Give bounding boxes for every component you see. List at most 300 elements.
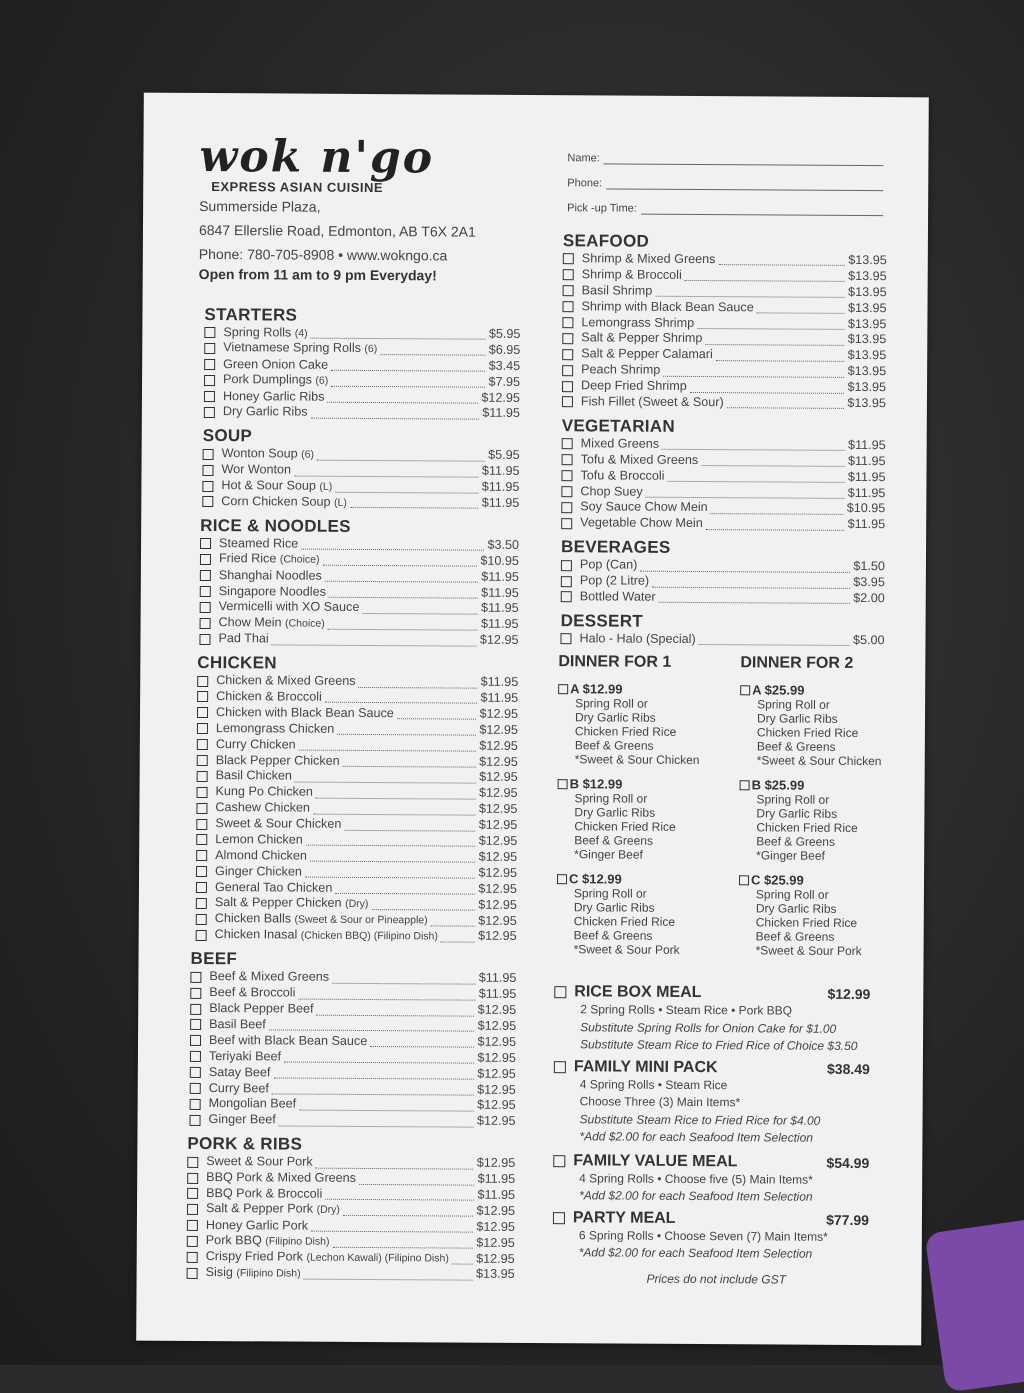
dinner-option-item: Spring Roll or bbox=[757, 697, 830, 712]
menu-item[interactable] bbox=[562, 394, 886, 412]
dinner-option-item: Chicken Fried Rice bbox=[756, 820, 858, 835]
dot-leader bbox=[397, 709, 477, 720]
address-line-2: 6847 Ellerslie Road, Edmonton, AB T6X 2A1 bbox=[198, 221, 476, 240]
item-price: $12.95 bbox=[478, 849, 518, 864]
dot-leader bbox=[690, 382, 845, 394]
checkbox-icon[interactable] bbox=[561, 576, 572, 587]
menu-item[interactable] bbox=[560, 631, 884, 649]
checkbox-icon[interactable] bbox=[196, 914, 207, 925]
dinner-option-header[interactable] bbox=[739, 872, 909, 888]
combo-meal-line: *Add $2.00 for each Seafood Item Selection bbox=[578, 1245, 813, 1261]
item-price: $6.95 bbox=[488, 342, 521, 357]
checkbox-icon[interactable] bbox=[561, 486, 572, 497]
checkbox-icon[interactable] bbox=[187, 1268, 198, 1279]
checkbox-icon[interactable] bbox=[199, 634, 210, 645]
item-name-text: Sweet & Sour Pork bbox=[206, 1154, 313, 1169]
dinner-option bbox=[557, 776, 728, 862]
item-price: $12.95 bbox=[478, 817, 518, 833]
item-price: $12.95 bbox=[478, 913, 517, 928]
combo-meal bbox=[554, 983, 870, 1055]
checkbox-icon[interactable] bbox=[554, 1061, 566, 1073]
item-name-text: Beef with Black Bean Sauce bbox=[208, 1032, 368, 1048]
item-name-text: Shrimp & Broccoli bbox=[581, 267, 682, 282]
checkbox-icon[interactable] bbox=[196, 930, 207, 941]
checkbox-icon[interactable] bbox=[190, 1067, 201, 1078]
checkbox-icon[interactable] bbox=[197, 676, 208, 687]
checkbox-icon[interactable] bbox=[200, 602, 211, 613]
item-price: $12.95 bbox=[476, 1203, 516, 1218]
item-name bbox=[219, 600, 360, 617]
opening-hours: Open from 11 am to 9 pm Everyday! bbox=[198, 265, 437, 284]
order-form bbox=[567, 139, 883, 216]
item-name bbox=[580, 589, 656, 605]
item-name-text: Mixed Greens bbox=[580, 436, 660, 451]
item-name bbox=[206, 1186, 322, 1203]
item-price: $13.95 bbox=[847, 332, 887, 347]
checkbox-icon[interactable] bbox=[190, 1083, 201, 1094]
menu-item[interactable] bbox=[561, 516, 885, 534]
checkbox-icon[interactable] bbox=[562, 454, 573, 465]
item-name-text: Vermicelli with XO Sauce bbox=[218, 599, 360, 615]
dot-leader bbox=[757, 302, 845, 314]
dot-leader bbox=[652, 576, 850, 588]
item-name bbox=[581, 299, 753, 316]
dot-leader bbox=[328, 619, 478, 631]
item-name bbox=[580, 516, 703, 533]
item-price: $11.95 bbox=[481, 463, 520, 479]
checkbox-icon[interactable] bbox=[553, 1212, 565, 1224]
item-price: $12.95 bbox=[476, 1113, 516, 1129]
item-name bbox=[209, 1081, 269, 1097]
dot-leader bbox=[663, 365, 844, 377]
item-name bbox=[221, 478, 332, 496]
menu-item[interactable] bbox=[189, 1112, 515, 1130]
dot-leader bbox=[358, 677, 477, 689]
dinner-option-header[interactable] bbox=[558, 681, 728, 697]
item-price: $12.95 bbox=[476, 1155, 516, 1171]
soup-heading: SOUP bbox=[202, 426, 253, 446]
dot-leader bbox=[711, 503, 844, 515]
item-name bbox=[216, 769, 292, 785]
item-name bbox=[206, 1218, 308, 1235]
menu-item[interactable] bbox=[196, 832, 517, 850]
combo-meal-header[interactable] bbox=[554, 983, 870, 1003]
seafood-section bbox=[562, 231, 887, 412]
menu-item[interactable] bbox=[196, 784, 517, 802]
item-price: $10.95 bbox=[480, 553, 520, 568]
starters-heading: STARTERS bbox=[204, 304, 298, 325]
pork-heading: PORK & RIBS bbox=[187, 1134, 303, 1154]
checkbox-icon[interactable] bbox=[561, 518, 572, 529]
dot-leader bbox=[362, 603, 478, 615]
menu-item[interactable] bbox=[204, 389, 520, 407]
checkbox-icon[interactable] bbox=[196, 866, 207, 877]
beef-section bbox=[189, 949, 516, 1130]
checkbox-icon[interactable] bbox=[197, 707, 208, 718]
dessert-section bbox=[560, 611, 884, 649]
dinner1-heading: DINNER FOR 1 bbox=[558, 653, 672, 671]
checkbox-icon[interactable] bbox=[561, 592, 572, 603]
menu-item[interactable] bbox=[562, 362, 886, 380]
item-name bbox=[581, 363, 660, 379]
item-name bbox=[582, 267, 682, 284]
menu-item[interactable] bbox=[563, 251, 887, 269]
checkbox-icon[interactable] bbox=[200, 618, 211, 629]
item-name bbox=[223, 389, 325, 406]
checkbox-icon[interactable] bbox=[561, 502, 572, 513]
item-name bbox=[209, 1049, 281, 1065]
checkbox-icon[interactable] bbox=[187, 1172, 198, 1183]
menu-item[interactable] bbox=[200, 552, 519, 570]
phone-field[interactable]: Phone: bbox=[567, 164, 883, 191]
checkbox-icon[interactable] bbox=[187, 1204, 198, 1215]
menu-item[interactable] bbox=[563, 267, 887, 285]
item-price: $13.95 bbox=[476, 1267, 515, 1282]
item-note: (Dry) bbox=[316, 1204, 340, 1217]
checkbox-icon[interactable] bbox=[190, 1035, 201, 1046]
checkbox-icon[interactable] bbox=[558, 779, 568, 789]
dot-leader bbox=[313, 803, 476, 815]
item-price: $5.95 bbox=[488, 448, 520, 463]
checkbox-icon[interactable] bbox=[197, 755, 208, 766]
item-name bbox=[216, 689, 322, 706]
checkbox-icon[interactable] bbox=[204, 407, 215, 418]
menu-item[interactable] bbox=[562, 299, 886, 317]
item-price: $12.95 bbox=[479, 770, 518, 785]
dot-leader bbox=[317, 449, 485, 461]
logo: wok n'go bbox=[199, 130, 435, 184]
menu-item[interactable] bbox=[196, 800, 517, 818]
dot-leader bbox=[343, 756, 477, 768]
item-price: $13.95 bbox=[848, 284, 887, 299]
dot-leader bbox=[306, 835, 476, 847]
checkbox-icon[interactable] bbox=[560, 634, 571, 645]
combo-meal-line: Choose Three (3) Main Items* bbox=[579, 1094, 741, 1110]
menu-item[interactable] bbox=[197, 721, 518, 739]
item-name-text: Green Onion Cake bbox=[223, 356, 329, 372]
checkbox-icon[interactable] bbox=[563, 270, 574, 281]
item-price: $3.45 bbox=[488, 358, 521, 373]
item-name bbox=[581, 378, 687, 395]
checkbox-icon[interactable] bbox=[202, 465, 213, 476]
dinner-option-label: A $12.99 bbox=[570, 681, 623, 697]
checkbox-icon[interactable] bbox=[204, 391, 215, 402]
dinner-option-header[interactable] bbox=[740, 777, 910, 793]
menu-item[interactable] bbox=[197, 753, 518, 771]
checkbox-icon[interactable] bbox=[562, 317, 573, 328]
menu-item[interactable] bbox=[197, 673, 518, 691]
item-price: $11.95 bbox=[481, 601, 519, 616]
item-price: $13.95 bbox=[848, 268, 887, 284]
pickup-time-field[interactable]: Pick -up Time: bbox=[567, 189, 883, 216]
beef-heading: BEEF bbox=[190, 949, 238, 969]
item-name-text: Wor Wonton bbox=[221, 462, 292, 477]
header-block bbox=[198, 130, 530, 284]
item-name bbox=[209, 1065, 271, 1081]
item-price: $13.95 bbox=[847, 380, 887, 395]
menu-item[interactable] bbox=[200, 568, 519, 586]
checkbox-icon[interactable] bbox=[740, 685, 750, 695]
checkbox-icon[interactable] bbox=[204, 327, 215, 338]
dinner-option-item: Dry Garlic Ribs bbox=[756, 806, 838, 821]
checkbox-icon[interactable] bbox=[190, 1115, 201, 1126]
checkbox-icon[interactable] bbox=[202, 496, 213, 507]
dinner-option-item: Beef & Greens bbox=[756, 834, 836, 849]
menu-item[interactable] bbox=[203, 446, 520, 464]
item-name bbox=[582, 283, 653, 299]
dinner-option-item: *Sweet & Sour Chicken bbox=[756, 753, 882, 769]
item-price: $11.95 bbox=[481, 479, 520, 495]
dot-leader bbox=[299, 1099, 474, 1111]
item-name bbox=[580, 500, 708, 517]
checkbox-icon[interactable] bbox=[561, 470, 572, 481]
item-name-text: Beef & Broccoli bbox=[209, 985, 296, 1000]
menu-item[interactable] bbox=[562, 315, 886, 333]
item-name bbox=[216, 721, 334, 738]
item-name bbox=[580, 558, 638, 574]
combo-meal-header[interactable] bbox=[553, 1152, 869, 1172]
combo-meal-name: RICE BOX MEAL bbox=[574, 983, 702, 1002]
menu-item[interactable] bbox=[202, 494, 519, 512]
checkbox-icon[interactable] bbox=[190, 988, 201, 999]
item-name bbox=[223, 405, 308, 421]
beverages-heading: BEVERAGES bbox=[560, 537, 671, 558]
checkbox-icon[interactable] bbox=[562, 381, 573, 392]
checkbox-icon[interactable] bbox=[197, 771, 208, 782]
dot-leader bbox=[344, 819, 476, 831]
menu-item[interactable] bbox=[561, 484, 885, 502]
checkbox-icon[interactable] bbox=[197, 739, 208, 750]
menu-item[interactable] bbox=[563, 283, 887, 301]
item-name-text: Teriyaki Beef bbox=[208, 1048, 282, 1064]
item-name-text: BBQ Pork & Broccoli bbox=[206, 1185, 323, 1201]
dinner-option-header[interactable] bbox=[557, 871, 727, 887]
item-name bbox=[215, 816, 341, 833]
menu-item[interactable] bbox=[197, 705, 518, 723]
dot-leader bbox=[269, 1020, 475, 1032]
item-price: $12.95 bbox=[476, 1219, 515, 1234]
item-name bbox=[209, 985, 295, 1001]
item-name-text: Chop Suey bbox=[580, 483, 643, 499]
item-name-text: Lemon Chicken bbox=[215, 832, 303, 847]
dot-leader bbox=[301, 539, 484, 551]
combo-meal-line: 4 Spring Rolls • Choose five (5) Main Items* bbox=[579, 1170, 813, 1187]
checkbox-icon[interactable] bbox=[739, 875, 749, 885]
menu-item[interactable] bbox=[196, 848, 517, 866]
checkbox-icon[interactable] bbox=[561, 560, 572, 571]
checkbox-icon[interactable] bbox=[204, 343, 215, 354]
menu-item[interactable] bbox=[204, 404, 520, 422]
checkbox-icon[interactable] bbox=[187, 1220, 198, 1231]
checkbox-icon[interactable] bbox=[553, 1155, 565, 1167]
menu-item[interactable] bbox=[204, 373, 520, 391]
checkbox-icon[interactable] bbox=[196, 819, 207, 830]
item-name bbox=[223, 372, 328, 390]
checkbox-icon[interactable] bbox=[200, 554, 211, 565]
item-price: $13.95 bbox=[847, 364, 887, 379]
checkbox-icon[interactable] bbox=[197, 691, 208, 702]
dot-leader bbox=[284, 1052, 474, 1064]
item-name-text: Steamed Rice bbox=[219, 535, 299, 551]
item-name-text: Soy Sauce Chow Mein bbox=[580, 499, 708, 515]
checkbox-icon[interactable] bbox=[562, 349, 573, 360]
checkbox-icon[interactable] bbox=[197, 787, 208, 798]
menu-item[interactable] bbox=[204, 341, 520, 359]
item-name-text: Beef & Mixed Greens bbox=[209, 969, 330, 985]
checkbox-icon[interactable] bbox=[190, 1019, 201, 1030]
dot-leader bbox=[452, 1253, 473, 1264]
dinner-option-header[interactable] bbox=[558, 776, 728, 792]
checkbox-icon[interactable] bbox=[196, 834, 207, 845]
item-price: $12.95 bbox=[478, 786, 518, 801]
checkbox-icon[interactable] bbox=[200, 586, 211, 597]
item-name-text: Chicken & Broccoli bbox=[216, 689, 322, 704]
item-price: $5.00 bbox=[852, 632, 885, 648]
checkbox-icon[interactable] bbox=[740, 780, 750, 790]
checkbox-icon[interactable] bbox=[190, 1051, 201, 1062]
menu-item[interactable] bbox=[562, 347, 886, 365]
checkbox-icon[interactable] bbox=[187, 1188, 198, 1199]
combo-meal-price: $12.99 bbox=[827, 985, 871, 1003]
dot-leader bbox=[380, 344, 486, 356]
menu-item[interactable] bbox=[562, 331, 886, 349]
checkbox-icon[interactable] bbox=[196, 850, 207, 861]
item-note: (L) bbox=[319, 480, 333, 493]
item-price: $11.95 bbox=[480, 617, 519, 632]
dot-leader bbox=[295, 771, 476, 783]
checkbox-icon[interactable] bbox=[562, 397, 573, 408]
menu-item[interactable] bbox=[196, 864, 517, 882]
item-name bbox=[223, 340, 377, 358]
combo-meal-price: $38.49 bbox=[826, 1060, 870, 1077]
checkbox-icon[interactable] bbox=[190, 1003, 201, 1014]
checkbox-icon[interactable] bbox=[563, 285, 574, 296]
item-name-text: Corn Chicken Soup bbox=[221, 493, 331, 509]
item-price: $12.95 bbox=[479, 632, 519, 648]
item-name-text: Kung Po Chicken bbox=[215, 784, 313, 800]
checkbox-icon[interactable] bbox=[197, 723, 208, 734]
dinner-option-label: B $12.99 bbox=[569, 776, 623, 792]
menu-item[interactable] bbox=[561, 468, 885, 486]
checkbox-icon[interactable] bbox=[187, 1252, 198, 1263]
combo-meal-name: FAMILY MINI PACK bbox=[573, 1057, 718, 1076]
menu-item[interactable] bbox=[187, 1265, 515, 1283]
dinner-option-item: Chicken Fried Rice bbox=[574, 724, 677, 739]
menu-item[interactable] bbox=[562, 378, 886, 396]
dinner-option bbox=[739, 872, 910, 958]
checkbox-icon[interactable] bbox=[187, 1236, 198, 1247]
checkbox-icon[interactable] bbox=[562, 333, 573, 344]
menu-item[interactable] bbox=[196, 816, 517, 834]
item-name bbox=[206, 1265, 301, 1282]
menu-item[interactable] bbox=[199, 631, 518, 649]
checkbox-icon[interactable] bbox=[558, 684, 568, 694]
item-name-text: General Tao Chicken bbox=[214, 879, 333, 895]
item-name-text: Chicken Inasal bbox=[214, 926, 298, 942]
item-note: (Filipino Dish) bbox=[236, 1267, 301, 1280]
item-price: $7.95 bbox=[488, 374, 521, 389]
menu-item[interactable] bbox=[562, 436, 886, 454]
checkbox-icon[interactable] bbox=[557, 874, 567, 884]
item-note: (6) bbox=[315, 374, 329, 387]
dinner-option-header[interactable] bbox=[740, 682, 910, 698]
item-note: (6) bbox=[364, 343, 378, 356]
checkbox-icon[interactable] bbox=[187, 1157, 198, 1168]
item-price: $12.95 bbox=[479, 738, 518, 753]
dot-leader bbox=[667, 471, 844, 483]
dot-leader bbox=[718, 255, 845, 267]
item-price: $12.95 bbox=[479, 754, 518, 769]
checkbox-icon[interactable] bbox=[204, 359, 215, 370]
menu-item[interactable] bbox=[200, 615, 519, 633]
item-name-text: Honey Garlic Ribs bbox=[222, 388, 325, 404]
checkbox-icon[interactable] bbox=[200, 570, 211, 581]
item-name-text: Fish Fillet (Sweet & Sour) bbox=[580, 394, 724, 410]
dot-leader bbox=[662, 439, 845, 451]
checkbox-icon[interactable] bbox=[200, 538, 211, 549]
checkbox-icon[interactable] bbox=[562, 301, 573, 312]
checkbox-icon[interactable] bbox=[203, 449, 214, 460]
combo-meal-line: *Add $2.00 for each Seafood Item Selection bbox=[579, 1129, 813, 1145]
item-note: (6) bbox=[301, 448, 315, 461]
dinner-option bbox=[558, 681, 729, 767]
menu-item[interactable] bbox=[200, 584, 519, 602]
item-name-text: Shanghai Noodles bbox=[218, 567, 322, 583]
menu-item[interactable] bbox=[197, 689, 518, 707]
combo-meal-header[interactable] bbox=[554, 1058, 870, 1078]
item-name-text: Crispy Fried Pork bbox=[205, 1249, 304, 1264]
menu-item[interactable] bbox=[561, 589, 885, 607]
checkbox-icon[interactable] bbox=[563, 254, 574, 265]
menu-item[interactable] bbox=[196, 927, 517, 945]
menu-item[interactable] bbox=[197, 768, 518, 786]
checkbox-icon[interactable] bbox=[190, 972, 201, 983]
name-field[interactable]: Name: bbox=[567, 139, 883, 166]
checkbox-icon[interactable] bbox=[204, 375, 215, 386]
checkbox-icon[interactable] bbox=[554, 986, 566, 998]
item-name-text: Salt & Pepper Chicken bbox=[214, 895, 342, 910]
menu-item[interactable] bbox=[197, 737, 518, 755]
item-price: $13.95 bbox=[847, 395, 886, 411]
checkbox-icon[interactable] bbox=[562, 365, 573, 376]
menu-item[interactable] bbox=[562, 452, 886, 470]
tagline: EXPRESS ASIAN CUISINE bbox=[211, 179, 384, 196]
checkbox-icon[interactable] bbox=[562, 439, 573, 450]
item-name-text: Bottled Water bbox=[579, 589, 656, 604]
checkbox-icon[interactable] bbox=[196, 882, 207, 893]
combo-meal-line: Substitute Spring Rolls for Onion Cake for $1.00 bbox=[580, 1019, 837, 1036]
checkbox-icon[interactable] bbox=[190, 1099, 201, 1110]
item-price: $11.95 bbox=[480, 690, 519, 705]
checkbox-icon[interactable] bbox=[196, 898, 207, 909]
dot-leader bbox=[337, 724, 476, 736]
item-name bbox=[221, 462, 291, 478]
item-name bbox=[581, 315, 694, 332]
item-price: $12.95 bbox=[476, 1251, 515, 1266]
item-name-text: Vietnamese Spring Rolls bbox=[223, 340, 361, 356]
dot-leader bbox=[316, 1157, 474, 1169]
soup-section bbox=[197, 426, 520, 512]
checkbox-icon[interactable] bbox=[202, 481, 213, 492]
dot-leader bbox=[706, 519, 845, 531]
dinner-option-label: B $25.99 bbox=[751, 777, 805, 793]
dinner-option-label: C $25.99 bbox=[750, 872, 804, 888]
dot-leader bbox=[294, 465, 479, 477]
combo-meal-header[interactable] bbox=[553, 1209, 869, 1229]
dessert-heading: DESSERT bbox=[560, 611, 644, 631]
item-name bbox=[209, 1017, 266, 1033]
checkbox-icon[interactable] bbox=[196, 803, 207, 814]
